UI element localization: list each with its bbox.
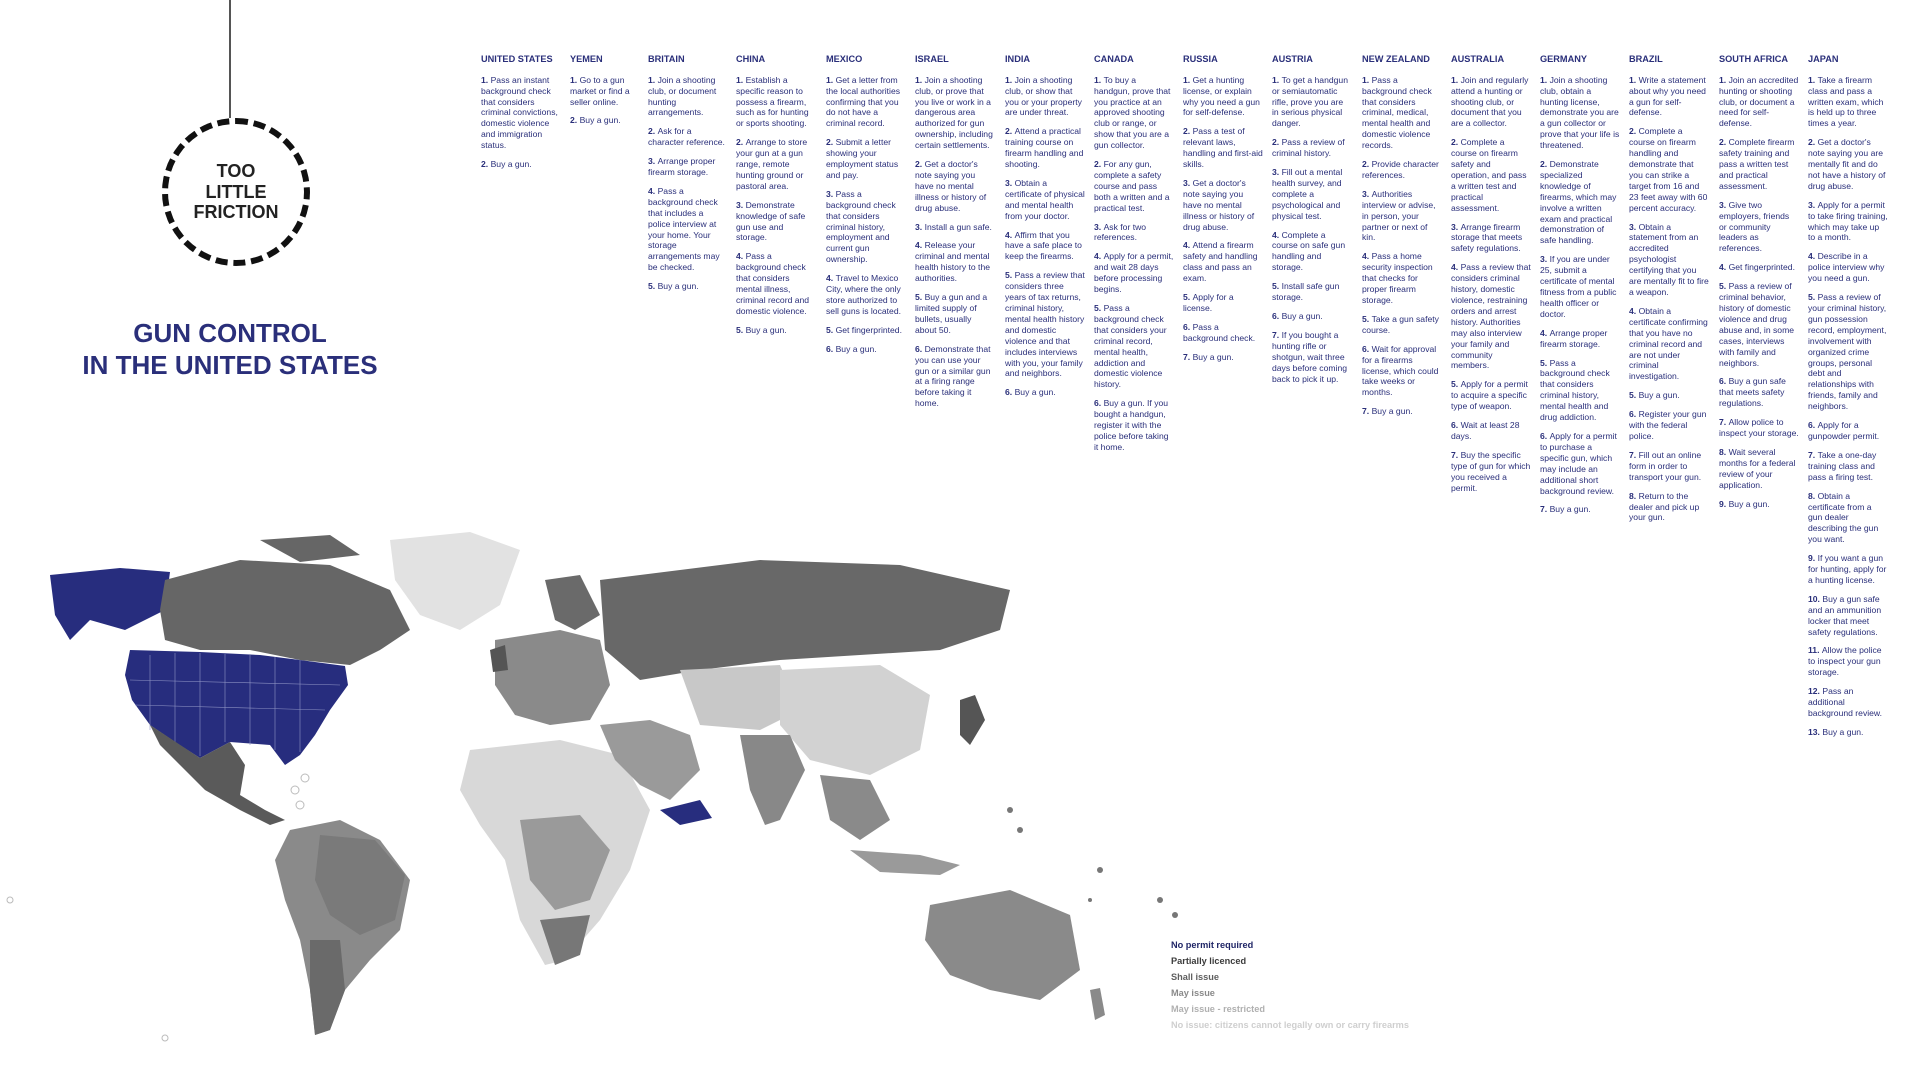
requirement-step: 5. Apply for a permit to acquire a specific type of weapon. xyxy=(1451,379,1528,412)
requirement-step: 3. Authorities interview or advise, in person, your partner or next of kin. xyxy=(1362,188,1436,243)
requirement-step: 11. Allow the police to inspect your gun storage. xyxy=(1808,645,1882,678)
map-greenland xyxy=(390,532,520,630)
requirement-step: 1. Pass a background check that considers criminal, medical, mental health and domestic violence records. xyxy=(1362,74,1432,151)
requirement-step: 1. Take a firearm class and pass a written exam, which is held up to three times a year. xyxy=(1808,74,1884,129)
map-japan xyxy=(960,695,985,745)
requirement-step: 2. Pass a review of criminal history. xyxy=(1272,137,1345,159)
requirement-step: 3. Obtain a statement from an accredited psychologist certifying that you are mentally fit to fire a weapon. xyxy=(1629,221,1709,297)
requirement-step: 2. Attend a practical training course on firearm handling and shooting. xyxy=(1005,126,1084,170)
country-column xyxy=(1272,54,1352,392)
requirement-step: 1. Establish a specific reason to possess a firearm, such as for hunting or sports shooting. xyxy=(736,74,809,129)
country-column xyxy=(1183,54,1263,371)
requirement-step: 8. Wait several months for a federal review of your application. xyxy=(1719,446,1796,490)
requirement-step: 3. Install a gun safe. xyxy=(915,221,992,232)
country-name: BRITAIN xyxy=(648,54,685,64)
country-column xyxy=(736,54,816,344)
requirement-step: 12. Pass an additional background review. xyxy=(1808,686,1883,718)
requirement-step: 6. Pass a background check. xyxy=(1183,321,1256,343)
requirement-step: 7. Buy a gun. xyxy=(1540,504,1591,515)
map-southeast-asia xyxy=(820,775,890,840)
requirement-step: 3. Arrange firearm storage that meets safety regulations. xyxy=(1451,221,1523,254)
country-name: AUSTRIA xyxy=(1272,54,1313,64)
requirement-step: 3. Pass a background check that considers criminal history, employment and current gun ownership. xyxy=(826,188,896,265)
requirement-step: 5. Pass a review of your criminal history, gun possession record, employment, involvement with organized crime groups, personal debt and relationships with friends, family and neighbors. xyxy=(1808,292,1887,412)
requirement-step: 2. Arrange to store your gun at a gun range, remote hunting ground or pastoral area. xyxy=(736,137,808,191)
legend-item: Partially licenced xyxy=(1171,956,1247,966)
requirement-step: 2. Complete a course on firearm safety and operation, and pass a written test and practical assessment. xyxy=(1451,137,1527,213)
requirement-step: 4. Pass a review that considers criminal history, domestic violence, restraining orders and arrest history. Authorities may also interview your family and community members. xyxy=(1451,262,1531,371)
requirement-step: 8. Obtain a certificate from a gun dealer describing the gun you want. xyxy=(1808,490,1879,545)
requirement-step: 1. Join an accredited hunting or shooting club, or document a need for self-defense. xyxy=(1719,74,1799,129)
requirement-step: 5. Pass a review of criminal behavior, history of domestic violence and drug abuse and, in some cases, interviews with family and neighbors. xyxy=(1719,281,1795,368)
map-canada-islands xyxy=(260,535,360,562)
country-column xyxy=(826,54,906,363)
requirement-step: 5. Apply for a license. xyxy=(1183,292,1234,313)
requirement-step: 6. Wait at least 28 days. xyxy=(1451,420,1520,441)
requirement-step: 3. Apply for a permit to take firing training, which may take up to a month. xyxy=(1808,199,1888,243)
legend-item: No issue: citizens cannot legally own or carry firearms xyxy=(1171,1020,1409,1030)
country-name: MEXICO xyxy=(826,54,863,64)
requirement-step: 5. Buy a gun. xyxy=(1629,390,1680,401)
country-column xyxy=(1808,54,1888,746)
country-name: CHINA xyxy=(736,54,766,64)
requirement-step: 2. Complete a course on firearm handling and demonstrate that you can strike a target from 16 and 23 feet away with 60 percent accuracy. xyxy=(1629,126,1708,213)
requirement-step: 4. Arrange proper firearm storage. xyxy=(1540,327,1608,349)
requirement-step: 1. Join a shooting club, or show that you or your property are under threat. xyxy=(1005,74,1082,118)
map-india xyxy=(740,735,805,825)
title-line-1: GUN CONTROL xyxy=(133,318,327,348)
requirement-step: 2. Complete firearm safety training and pass a written test and practical assessment. xyxy=(1719,137,1795,191)
requirement-step: 2. For any gun, complete a safety course and pass both a written and a practical test. xyxy=(1094,159,1170,213)
requirement-step: 2. Submit a letter showing your employment status and pay. xyxy=(826,137,899,180)
country-name: CANADA xyxy=(1094,54,1134,64)
country-name: BRAZIL xyxy=(1629,54,1663,64)
map-canada xyxy=(160,560,410,665)
country-name: AUSTRALIA xyxy=(1451,54,1505,64)
country-column xyxy=(1005,54,1085,406)
requirement-step: 3. Get a doctor's note saying you have no mental illness or history of drug abuse. xyxy=(1183,177,1255,232)
requirement-step: 2. Get a doctor's note saying you have no mental illness or history of drug abuse. xyxy=(915,159,987,213)
requirement-step: 6. Buy a gun. xyxy=(1272,311,1323,321)
map-australia xyxy=(925,890,1080,1000)
requirement-step: 4. Apply for a permit, and wait 28 days before processing begins. xyxy=(1094,251,1174,295)
requirement-step: 3. Ask for two references. xyxy=(1094,221,1147,243)
requirement-step: 4. Release your criminal and mental health history to the authorities. xyxy=(915,240,991,284)
requirement-step: 2. Demonstrate specialized knowledge of firearms, which may involve a written exam and practical demonstration of safe handling. xyxy=(1540,159,1617,246)
country-name: GERMANY xyxy=(1540,54,1587,64)
requirement-step: 7. If you bought a hunting rifle or shotgun, wait three days before coming back to pick it up. xyxy=(1272,329,1347,384)
requirement-step: 9. If you want a gun for hunting, apply for a hunting license. xyxy=(1808,553,1887,585)
requirement-step: 6. Apply for a gunpowder permit. xyxy=(1808,420,1880,441)
requirement-step: 1. Write a statement about why you need a gun for self-defense. xyxy=(1629,74,1706,118)
requirement-step: 1. Join and regularly attend a hunting or shooting club, or document that you are a collector. xyxy=(1451,74,1529,129)
requirement-step: 4. Attend a firearm safety and handling class and pass an exam. xyxy=(1183,240,1258,284)
requirement-step: 6. Wait for approval for a firearms license, which could take weeks or months. xyxy=(1362,343,1439,398)
country-name: SOUTH AFRICA xyxy=(1719,54,1789,64)
requirement-step: 6. Buy a gun. xyxy=(1005,387,1056,398)
country-column xyxy=(570,54,650,134)
requirement-step: 3. Demonstrate knowledge of safe gun use and storage. xyxy=(736,199,806,243)
requirement-step: 6. Buy a gun. xyxy=(826,343,877,354)
requirement-step: 4. Describe in a police interview why you need a gun. xyxy=(1808,251,1885,284)
requirement-step: 1. To buy a handgun, prove that you practice at an approved shooting club or range, or show that you are a gun collector. xyxy=(1094,74,1171,151)
country-column xyxy=(1719,54,1799,518)
requirement-step: 9. Buy a gun. xyxy=(1719,498,1770,509)
requirement-step: 2. Buy a gun. xyxy=(481,159,532,170)
requirement-step: 7. Buy the specific type of gun for which you received a permit. xyxy=(1451,449,1531,493)
map-indonesia xyxy=(850,850,960,875)
requirement-step: 5. Pass a review that considers three years of tax returns, criminal history, mental health history and domestic violence and that includes interviews with you, your family and neighbors. xyxy=(1005,270,1085,379)
country-name: UNITED STATES xyxy=(481,54,553,64)
requirement-step: 1. Join a shooting club, or document hunting arrangements. xyxy=(648,74,717,118)
requirement-step: 6. Buy a gun. If you bought a handgun, register it with the police before taking it home. xyxy=(1094,398,1169,452)
country-column xyxy=(1094,54,1174,461)
requirement-step: 1. Go to a gun market or find a seller online. xyxy=(570,74,630,107)
country-column xyxy=(1540,54,1620,523)
requirement-step: 2. Pass a test of relevant laws, handling and first-aid skills. xyxy=(1183,126,1263,170)
requirement-step: 1. To get a handgun or semiautomatic rifle, prove you are in serious physical danger. xyxy=(1272,74,1348,129)
legend-item: No permit required xyxy=(1171,940,1254,950)
map-scandinavia xyxy=(545,575,600,630)
requirement-step: 1. Join a shooting club, obtain a hunting license, demonstrate you are a gun collector or prove that your life is threatened. xyxy=(1540,74,1620,151)
requirement-step: 3. If you are under 25, submit a certificate of mental fitness from a public health officer or doctor. xyxy=(1540,254,1617,319)
country-name: RUSSIA xyxy=(1183,54,1218,64)
country-column xyxy=(481,54,561,178)
requirement-step: 5. Take a gun safety course. xyxy=(1362,313,1439,335)
country-name: YEMEN xyxy=(570,54,603,64)
map-legend xyxy=(1171,940,1409,1036)
country-column xyxy=(1362,54,1442,425)
map-alaska xyxy=(50,568,170,640)
requirement-step: 10. Buy a gun safe and an ammunition locker that meet safety regulations. xyxy=(1808,593,1882,637)
badge-text: TOO LITTLE FRICTION xyxy=(193,160,279,223)
title-line-2: IN THE UNITED STATES xyxy=(82,349,378,380)
map-russia xyxy=(600,560,1010,680)
requirement-step: 5. Buy a gun. xyxy=(648,281,699,292)
requirement-step: 5. Buy a gun and a limited supply of bullets, usually about 50. xyxy=(915,292,988,335)
requirement-step: 4. Travel to Mexico City, where the only store authorized to sell guns is located. xyxy=(826,273,901,316)
requirement-step: 7. Allow police to inspect your storage. xyxy=(1719,417,1799,439)
requirement-step: 2. Ask for a character reference. xyxy=(648,126,725,148)
country-column xyxy=(1629,54,1709,531)
requirement-step: 5. Pass a background check that considers your criminal record, mental health, addiction and domestic violence history. xyxy=(1094,303,1167,390)
requirement-step: 4. Get fingerprinted. xyxy=(1719,262,1795,273)
requirement-step: 1. Get a hunting license, or explain why you need a gun for self-defense. xyxy=(1183,74,1260,118)
requirement-step: 4. Pass a background check that considers mental illness, criminal record and domestic violence. xyxy=(736,251,810,316)
requirement-step: 2. Get a doctor's note saying you are mentally fit and do not have a history of drug abuse. xyxy=(1808,137,1886,191)
legend-item: Shall issue xyxy=(1171,972,1220,982)
map-yemen xyxy=(660,800,712,825)
requirement-step: 4. Pass a home security inspection that checks for proper firearm storage. xyxy=(1362,251,1433,305)
country-column xyxy=(1451,54,1531,502)
requirement-step: 5. Get fingerprinted. xyxy=(826,324,902,335)
map-argentina xyxy=(310,940,345,1035)
country-name: INDIA xyxy=(1005,54,1031,64)
requirement-step: 7. Take a one-day training class and pass a firing test. xyxy=(1808,449,1877,482)
requirement-step: 13. Buy a gun. xyxy=(1808,726,1864,737)
legend-item: May issue xyxy=(1171,988,1215,998)
hanging-string xyxy=(229,0,231,118)
requirement-step: 4. Complete a course on safe gun handling and storage. xyxy=(1272,229,1346,273)
country-column xyxy=(915,54,995,417)
too-little-friction-badge xyxy=(162,118,310,266)
requirement-step: 7. Fill out an online form in order to transport your gun. xyxy=(1629,449,1702,482)
requirement-step: 5. Install safe gun storage. xyxy=(1272,281,1340,303)
requirement-step: 2. Buy a gun. xyxy=(570,115,621,126)
requirement-step: 4. Pass a background check that includes a police interview at your home. Your storage arrangements may be checked. xyxy=(648,185,720,273)
requirement-step: 6. Buy a gun safe that meets safety regulations. xyxy=(1719,376,1786,409)
map-uk xyxy=(490,645,508,672)
requirement-step: 3. Fill out a mental health survey, and complete a psychological and physical test. xyxy=(1272,167,1343,221)
requirement-step: 4. Affirm that you have a safe place to keep the firearms. xyxy=(1005,229,1082,262)
requirement-step: 1. Get a letter from the local authorities confirming that you do not have a criminal record. xyxy=(826,74,901,129)
country-name: NEW ZEALAND xyxy=(1362,54,1430,64)
requirement-step: 6. Demonstrate that you can use your gun or a similar gun at a firing range before taking it home. xyxy=(915,343,991,409)
requirement-step: 3. Obtain a certificate of physical and mental health from your doctor. xyxy=(1005,177,1085,221)
requirement-step: 5. Buy a gun. xyxy=(736,324,787,335)
page-title xyxy=(60,318,400,381)
requirement-step: 4. Obtain a certificate confirming that you have no criminal record and are not under criminal investigation. xyxy=(1629,305,1708,382)
requirement-step: 7. Buy a gun. xyxy=(1183,351,1234,362)
legend-item: May issue - restricted xyxy=(1171,1004,1265,1014)
requirement-step: 5. Pass a background check that considers criminal history, mental health and drug addiction. xyxy=(1540,357,1610,423)
country-column xyxy=(648,54,728,300)
map-europe xyxy=(495,630,610,725)
requirement-step: 6. Register your gun with the federal police. xyxy=(1629,409,1707,441)
requirement-step: 6. Apply for a permit to purchase a specific gun, which may include an additional short background review. xyxy=(1540,430,1617,496)
map-china xyxy=(780,665,930,775)
requirement-step: 3. Arrange proper firearm storage. xyxy=(648,156,716,178)
country-name: JAPAN xyxy=(1808,54,1839,64)
requirement-step: 1. Join a shooting club, or prove that you live or work in a dangerous area authorized for gun ownership, including certain settlements. xyxy=(915,74,993,151)
country-name: ISRAEL xyxy=(915,54,949,64)
requirement-step: 1. Pass an instant background check that considers criminal convictions, domestic violence and immigration status. xyxy=(481,74,558,151)
map-new-zealand xyxy=(1090,988,1105,1020)
requirement-step: 2. Provide character references. xyxy=(1362,159,1439,180)
requirement-step: 3. Give two employers, friends or community leaders as references. xyxy=(1719,199,1790,254)
requirement-step: 8. Return to the dealer and pick up your gun. xyxy=(1629,490,1700,523)
requirement-step: 7. Buy a gun. xyxy=(1362,406,1413,417)
